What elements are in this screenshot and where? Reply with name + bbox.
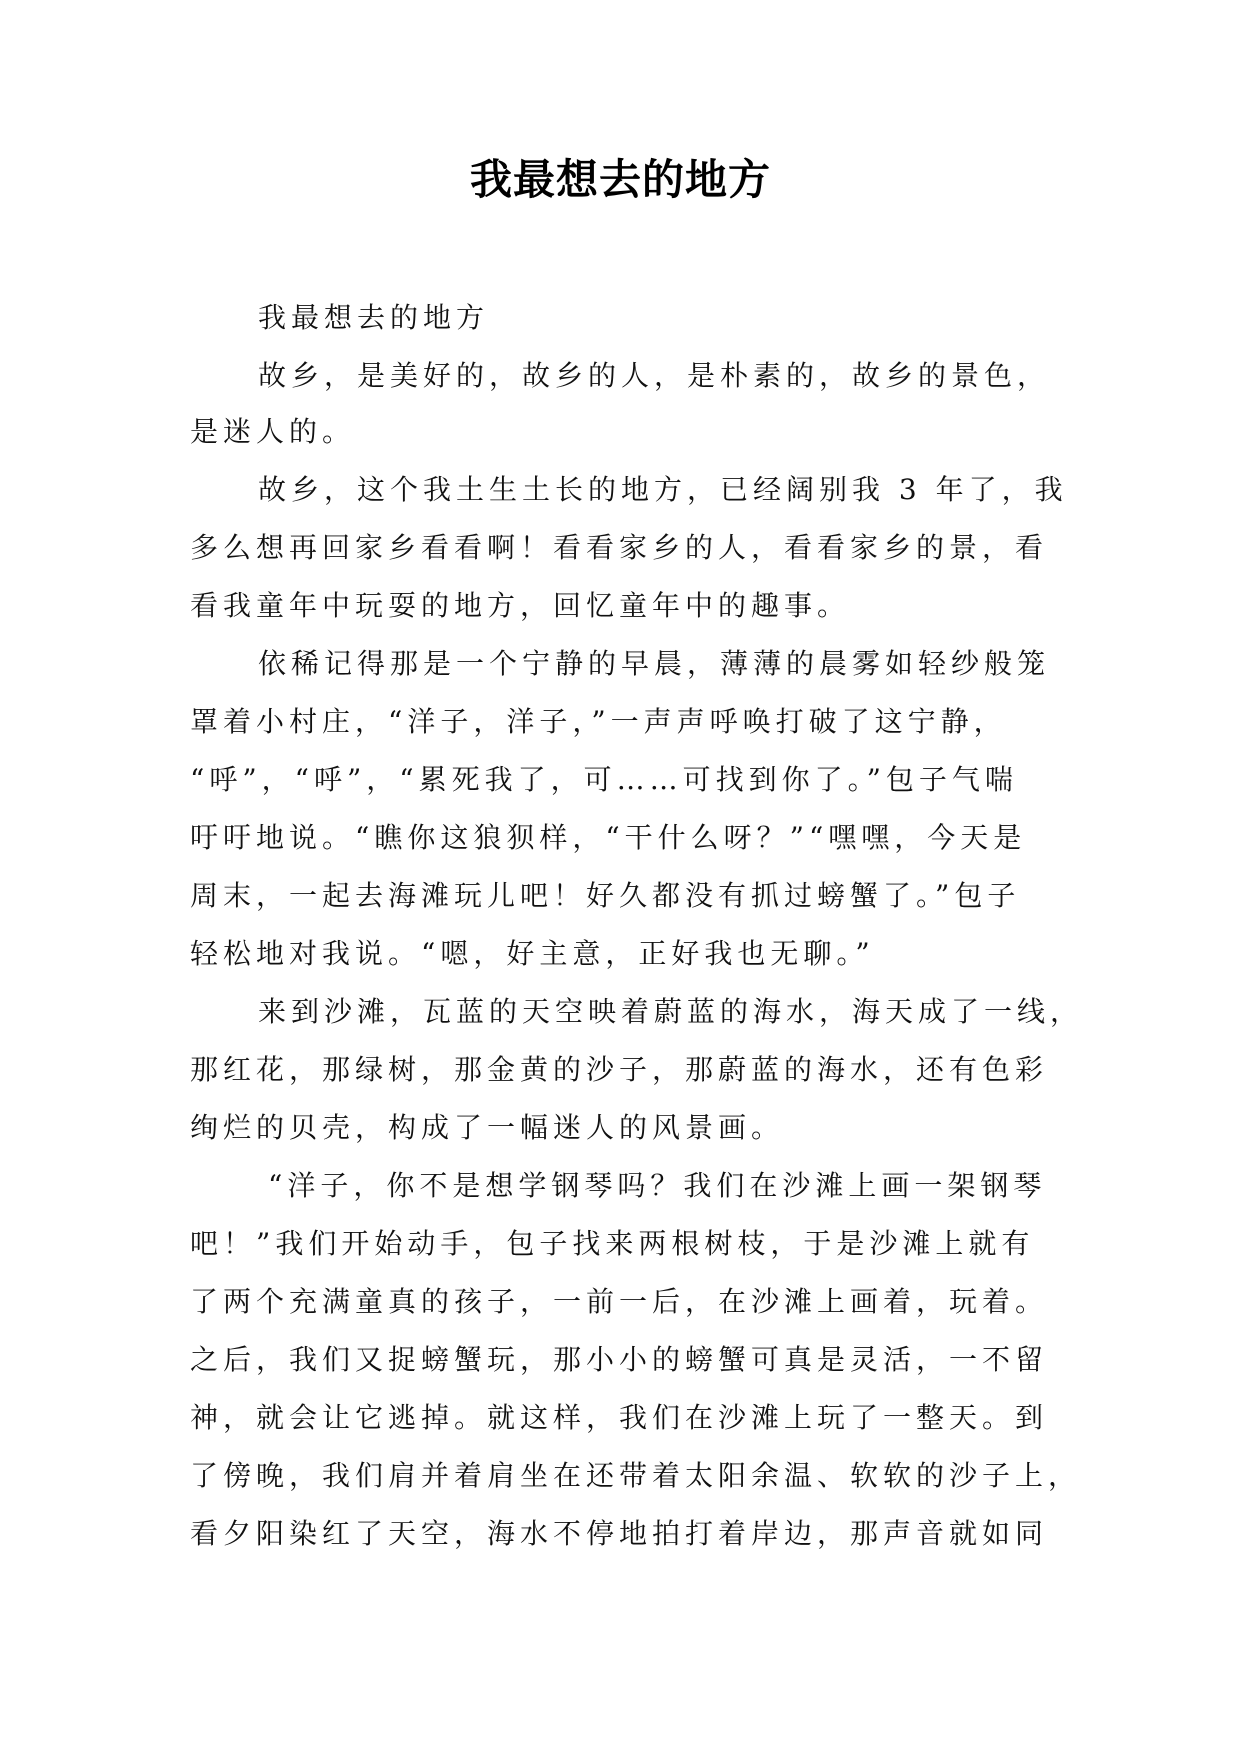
page-title: 我最想去的地方	[469, 155, 771, 204]
text-line: 看我童年中玩耍的地方，回忆童年中的趣事。	[190, 589, 851, 622]
text-line: 故乡，是美好的，故乡的人，是朴素的，故乡的景色，	[258, 359, 1051, 392]
text-line: 吧！”我们开始动手，包子找来两根树枝，于是沙滩上就有	[190, 1227, 1035, 1260]
text-line: 看夕阳染红了天空，海水不停地拍打着岸边，那声音就如同	[190, 1517, 1049, 1550]
text-line: “洋子，你不是想学钢琴吗？我们在沙滩上画一架钢琴	[268, 1169, 1047, 1202]
text-line: 轻松地对我说。“嗯，好主意，正好我也无聊。”	[190, 937, 875, 970]
text-line: 多么想再回家乡看看啊！看看家乡的人，看看家乡的景，看	[190, 531, 1049, 564]
text-line: 周末，一起去海滩玩儿吧！好久都没有抓过螃蟹了。”包子	[190, 879, 1021, 912]
text-line: 神，就会让它逃掉。就这样，我们在沙滩上玩了一整天。到	[190, 1401, 1049, 1434]
text-line: “呼”，“呼”，“累死我了，可……可找到你了。”包子气喘	[190, 763, 1018, 796]
text-line: 之后，我们又捉螃蟹玩，那小小的螃蟹可真是灵活，一不留	[190, 1343, 1049, 1376]
text-line: 了傍晚，我们肩并着肩坐在还带着太阳余温、软软的沙子上，	[190, 1459, 1082, 1492]
text-line: 了两个充满童真的孩子，一前一后，在沙滩上画着，玩着。	[190, 1285, 1049, 1318]
text-line: 来到沙滩，瓦蓝的天空映着蔚蓝的海水，海天成了一线，	[258, 995, 1084, 1028]
text-line: 吁吁地说。“瞧你这狼狈样，“干什么呀？”“嘿嘿，今天是	[190, 821, 1027, 854]
text-line: 故乡，这个我土生土长的地方，已经阔别我 3 年了，我	[258, 473, 1068, 506]
text-line: 我最想去的地方	[258, 301, 490, 334]
text-line: 绚烂的贝壳，构成了一幅迷人的风景画。	[190, 1111, 785, 1144]
text-line: 依稀记得那是一个宁静的早晨，薄薄的晨雾如轻纱般笼	[258, 647, 1051, 680]
text-line: 罩着小村庄，“洋子，洋子，”一声声呼唤打破了这宁静，	[190, 705, 1007, 738]
text-line: 是迷人的。	[190, 415, 356, 448]
text-line: 那红花，那绿树，那金黄的沙子，那蔚蓝的海水，还有色彩	[190, 1053, 1049, 1086]
